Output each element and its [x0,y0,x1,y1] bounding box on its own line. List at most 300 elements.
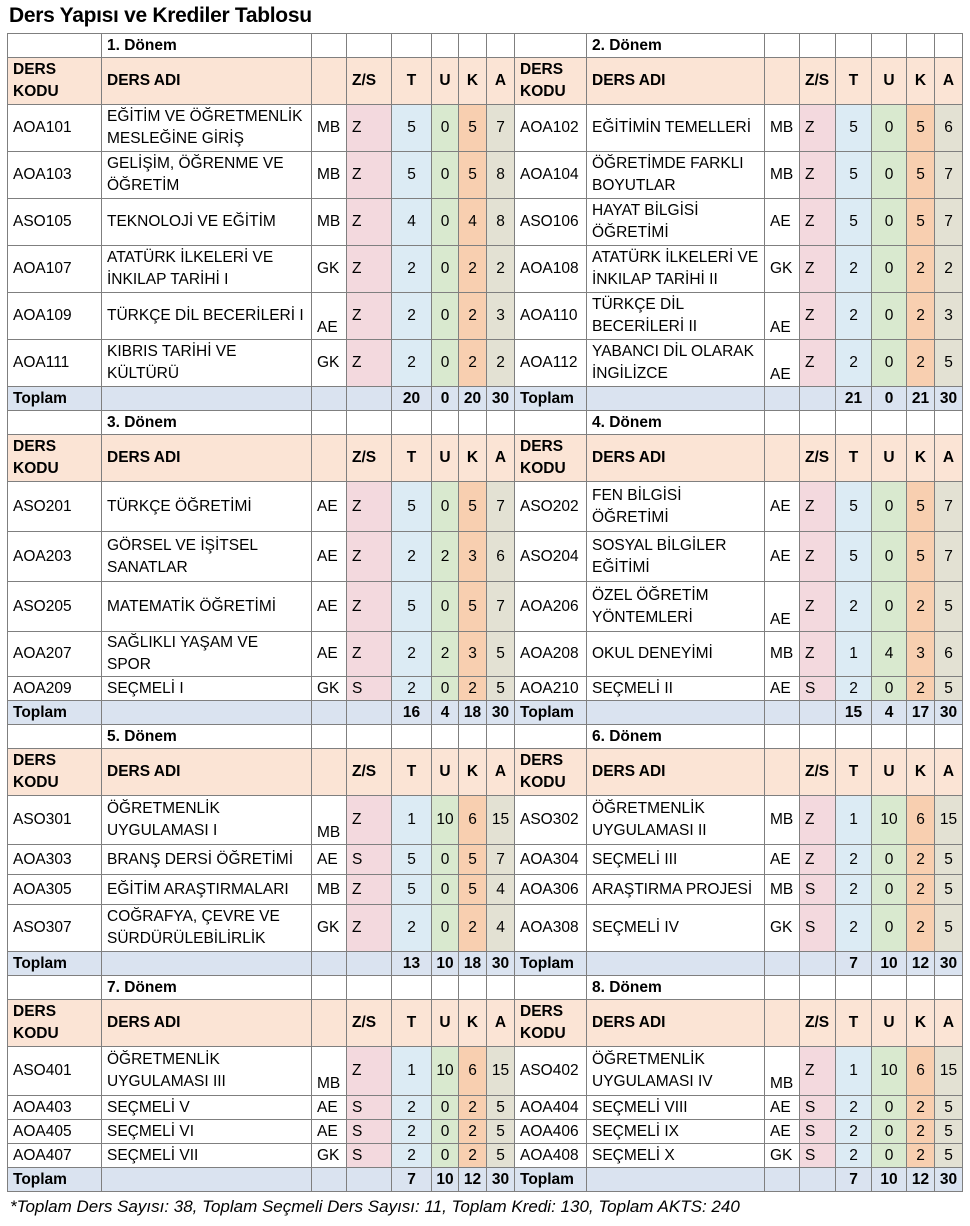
total-theory-left: 7 [392,1168,432,1192]
course-name: EĞİTİMİN TEMELLERİ [587,105,765,152]
empty-cell [487,34,515,58]
table-row [8,152,963,199]
header-ects: A [487,749,515,796]
empty-cell [800,701,836,725]
course-theory-hours: 2 [392,246,432,293]
header-credit: K [907,58,935,105]
total-row [8,387,963,411]
course-type: AE [312,582,347,632]
course-required-elective: S [800,905,836,952]
course-credit: 2 [907,845,935,875]
header-practice: U [432,58,459,105]
course-theory-hours: 5 [392,482,432,532]
course-code: ASO106 [515,199,587,246]
empty-cell [800,976,836,1000]
table-row [8,1096,963,1120]
course-required-elective: Z [347,105,392,152]
header-row [8,749,963,796]
course-credit: 5 [459,152,487,199]
header-required-elective: Z/S [800,58,836,105]
empty-cell [765,976,800,1000]
course-ects: 15 [487,1047,515,1096]
course-code: AOA210 [515,677,587,701]
empty-cell [432,725,459,749]
header-required-elective: Z/S [347,58,392,105]
course-theory-hours: 2 [836,1096,872,1120]
course-theory-hours: 2 [836,1144,872,1168]
course-name: HAYAT BİLGİSİ ÖĞRETİMİ [587,199,765,246]
header-course-name: DERS ADI [587,749,765,796]
course-name: ÖĞRETMENLİK UYGULAMASI II [587,796,765,845]
empty-cell [459,34,487,58]
header-practice: U [872,435,907,482]
course-code: AOA203 [8,532,102,582]
course-name: SEÇMELİ III [587,845,765,875]
course-name: SEÇMELİ V [102,1096,312,1120]
header-course-code: DERS KODU [515,435,587,482]
course-practice-hours: 0 [872,875,907,905]
course-name: SEÇMELİ IX [587,1120,765,1144]
course-ects: 3 [487,293,515,340]
course-credit: 2 [459,340,487,387]
course-type: GK [312,1144,347,1168]
course-required-elective: Z [800,293,836,340]
course-code: AOA102 [515,105,587,152]
course-ects: 8 [487,199,515,246]
table-row [8,632,963,677]
header-course-name: DERS ADI [102,435,312,482]
course-type: MB [312,875,347,905]
course-required-elective: S [800,677,836,701]
total-credit-right: 21 [907,387,935,411]
course-type: AE [765,199,800,246]
total-label-left: Toplam [8,952,102,976]
course-required-elective: Z [800,796,836,845]
course-name: SEÇMELİ VIII [587,1096,765,1120]
course-practice-hours: 0 [872,677,907,701]
empty-cell [907,725,935,749]
header-practice: U [432,1000,459,1047]
page-title: Ders Yapısı ve Krediler Tablosu [9,4,312,27]
course-practice-hours: 0 [432,582,459,632]
course-theory-hours: 5 [392,845,432,875]
course-practice-hours: 0 [432,1144,459,1168]
course-type: GK [312,905,347,952]
course-required-elective: Z [800,246,836,293]
empty-cell [800,411,836,435]
course-practice-hours: 10 [872,796,907,845]
term-label-right: 2. Dönem [587,34,765,58]
empty-cell [432,976,459,1000]
course-credit: 5 [907,482,935,532]
header-required-elective: Z/S [347,1000,392,1047]
empty-cell [432,411,459,435]
total-label-right: Toplam [515,701,587,725]
course-code: ASO204 [515,532,587,582]
course-name: ÖZEL ÖĞRETİM YÖNTEMLERİ [587,582,765,632]
table-row [8,845,963,875]
course-theory-hours: 2 [392,632,432,677]
empty-cell [312,976,347,1000]
table-row [8,105,963,152]
empty-cell [347,976,392,1000]
course-name: EĞİTİM ARAŞTIRMALARI [102,875,312,905]
empty-cell [459,725,487,749]
course-theory-hours: 5 [836,482,872,532]
course-type: GK [312,246,347,293]
course-theory-hours: 2 [392,905,432,952]
empty-cell [347,725,392,749]
course-credit: 2 [459,293,487,340]
table-row [8,340,963,387]
course-credit: 5 [459,875,487,905]
course-type: GK [312,677,347,701]
course-ects: 4 [487,905,515,952]
course-code: AOA209 [8,677,102,701]
course-type: MB [312,105,347,152]
header-ects: A [935,1000,963,1047]
header-type [765,58,800,105]
course-code: AOA208 [515,632,587,677]
course-theory-hours: 2 [392,532,432,582]
empty-cell [935,411,963,435]
course-theory-hours: 2 [392,1096,432,1120]
course-name: COĞRAFYA, ÇEVRE VE SÜRDÜRÜLEBİLİRLİK [102,905,312,952]
header-theory: T [392,749,432,796]
empty-cell [765,411,800,435]
header-ects: A [935,435,963,482]
empty-cell [347,1168,392,1192]
course-credit: 2 [907,582,935,632]
course-required-elective: Z [347,532,392,582]
empty-cell [872,411,907,435]
course-name: TÜRKÇE DİL BECERİLERİ II [587,293,765,340]
course-credit: 2 [907,1144,935,1168]
empty-cell [765,701,800,725]
total-ects-right: 30 [935,387,963,411]
course-credit: 2 [459,677,487,701]
course-ects: 5 [935,677,963,701]
header-course-code: DERS KODU [8,58,102,105]
course-practice-hours: 0 [432,246,459,293]
header-practice: U [432,749,459,796]
header-type [765,1000,800,1047]
total-credit-left: 18 [459,701,487,725]
header-required-elective: Z/S [347,435,392,482]
empty-cell [935,976,963,1000]
header-ects: A [487,1000,515,1047]
total-credit-left: 20 [459,387,487,411]
course-type: AE [765,482,800,532]
course-ects: 5 [487,1144,515,1168]
header-course-name: DERS ADI [587,58,765,105]
course-code: AOA107 [8,246,102,293]
total-practice-left: 10 [432,952,459,976]
total-credit-right: 17 [907,701,935,725]
course-code: AOA404 [515,1096,587,1120]
empty-cell [459,411,487,435]
total-label-left: Toplam [8,701,102,725]
course-code: ASO202 [515,482,587,532]
course-credit: 5 [907,152,935,199]
course-practice-hours: 0 [872,105,907,152]
empty-cell [765,1168,800,1192]
course-code: AOA308 [515,905,587,952]
empty-cell [347,411,392,435]
course-practice-hours: 0 [872,199,907,246]
course-credit: 5 [459,482,487,532]
course-name: SEÇMELİ II [587,677,765,701]
empty-cell [587,952,765,976]
course-credit: 5 [459,582,487,632]
course-credit: 2 [459,1120,487,1144]
header-credit: K [459,58,487,105]
course-name: SEÇMELİ VII [102,1144,312,1168]
course-required-elective: Z [800,105,836,152]
course-credits-table [7,33,963,1192]
course-theory-hours: 2 [392,340,432,387]
empty-cell [800,387,836,411]
empty-cell [765,725,800,749]
course-name: ÖĞRETMENLİK UYGULAMASI I [102,796,312,845]
term-row [8,725,963,749]
course-practice-hours: 2 [432,632,459,677]
course-code: AOA101 [8,105,102,152]
course-practice-hours: 10 [432,1047,459,1096]
total-ects-left: 30 [487,701,515,725]
total-ects-left: 30 [487,387,515,411]
course-required-elective: Z [347,293,392,340]
course-credit: 6 [907,796,935,845]
course-required-elective: S [347,845,392,875]
course-practice-hours: 0 [432,152,459,199]
total-practice-left: 4 [432,701,459,725]
course-required-elective: Z [347,796,392,845]
course-required-elective: Z [800,532,836,582]
course-ects: 5 [935,905,963,952]
course-theory-hours: 1 [836,632,872,677]
course-theory-hours: 5 [836,532,872,582]
empty-cell [8,411,102,435]
table-row [8,1047,963,1096]
term-label-right: 6. Dönem [587,725,765,749]
course-practice-hours: 0 [872,1120,907,1144]
empty-cell [765,34,800,58]
table-row [8,293,963,340]
course-required-elective: Z [800,632,836,677]
course-name: GÖRSEL VE İŞİTSEL SANATLAR [102,532,312,582]
header-course-code: DERS KODU [8,749,102,796]
empty-cell [587,1168,765,1192]
header-course-code: DERS KODU [515,1000,587,1047]
course-code: ASO307 [8,905,102,952]
course-code: AOA407 [8,1144,102,1168]
course-required-elective: Z [800,582,836,632]
course-type: MB [765,105,800,152]
course-code: AOA305 [8,875,102,905]
course-name: ÖĞRETİMDE FARKLI BOYUTLAR [587,152,765,199]
course-ects: 5 [487,677,515,701]
course-type: AE [312,845,347,875]
table-row [8,246,963,293]
course-ects: 5 [487,632,515,677]
table-row [8,796,963,845]
course-name: FEN BİLGİSİ ÖĞRETİMİ [587,482,765,532]
empty-cell [935,725,963,749]
course-required-elective: Z [347,875,392,905]
total-theory-right: 21 [836,387,872,411]
course-type: AE [765,340,800,387]
course-theory-hours: 2 [392,1120,432,1144]
empty-cell [347,34,392,58]
total-practice-left: 0 [432,387,459,411]
course-ects: 2 [935,246,963,293]
total-label-left: Toplam [8,1168,102,1192]
course-credit: 5 [907,532,935,582]
course-practice-hours: 10 [872,1047,907,1096]
total-ects-left: 30 [487,952,515,976]
course-practice-hours: 0 [432,875,459,905]
header-required-elective: Z/S [800,1000,836,1047]
empty-cell [587,387,765,411]
course-name: SEÇMELİ VI [102,1120,312,1144]
course-required-elective: Z [347,1047,392,1096]
course-practice-hours: 0 [872,1144,907,1168]
course-code: AOA109 [8,293,102,340]
course-code: ASO402 [515,1047,587,1096]
total-label-left: Toplam [8,387,102,411]
header-practice: U [432,435,459,482]
total-row [8,701,963,725]
course-required-elective: S [800,1120,836,1144]
header-theory: T [836,58,872,105]
course-theory-hours: 2 [392,293,432,340]
course-credit: 2 [907,293,935,340]
course-theory-hours: 5 [836,105,872,152]
term-label-right: 8. Dönem [587,976,765,1000]
course-ects: 7 [935,482,963,532]
course-credit: 2 [459,246,487,293]
course-ects: 7 [935,532,963,582]
course-ects: 7 [487,482,515,532]
course-theory-hours: 2 [836,340,872,387]
course-ects: 6 [935,632,963,677]
course-credit: 6 [459,1047,487,1096]
course-type: MB [312,796,347,845]
course-required-elective: S [347,1144,392,1168]
empty-cell [347,952,392,976]
course-required-elective: Z [800,845,836,875]
course-required-elective: Z [347,340,392,387]
header-row [8,58,963,105]
empty-cell [765,952,800,976]
term-row [8,34,963,58]
course-name: EĞİTİM VE ÖĞRETMENLİK MESLEĞİNE GİRİŞ [102,105,312,152]
term-row [8,976,963,1000]
header-ects: A [935,749,963,796]
empty-cell [102,387,312,411]
total-practice-right: 10 [872,1168,907,1192]
course-code: AOA104 [515,152,587,199]
empty-cell [312,725,347,749]
course-theory-hours: 2 [836,905,872,952]
total-theory-right: 7 [836,952,872,976]
course-code: AOA112 [515,340,587,387]
course-ects: 5 [935,875,963,905]
empty-cell [312,34,347,58]
course-name: ATATÜRK İLKELERİ VE İNKILAP TARİHİ II [587,246,765,293]
header-theory: T [392,1000,432,1047]
header-ects: A [487,435,515,482]
table-row [8,677,963,701]
course-theory-hours: 2 [392,677,432,701]
course-theory-hours: 5 [836,199,872,246]
course-code: AOA303 [8,845,102,875]
course-type: MB [765,632,800,677]
course-credit: 2 [907,677,935,701]
course-ects: 6 [935,105,963,152]
total-theory-left: 13 [392,952,432,976]
course-credit: 2 [907,1120,935,1144]
empty-cell [312,701,347,725]
course-credit: 6 [459,796,487,845]
course-required-elective: Z [800,482,836,532]
course-required-elective: Z [347,632,392,677]
course-credit: 3 [459,532,487,582]
course-practice-hours: 0 [432,105,459,152]
table-row [8,905,963,952]
course-code: AOA108 [515,246,587,293]
course-name: ATATÜRK İLKELERİ VE İNKILAP TARİHİ I [102,246,312,293]
course-code: ASO205 [8,582,102,632]
header-theory: T [836,749,872,796]
header-course-name: DERS ADI [102,1000,312,1047]
course-type: AE [765,1120,800,1144]
course-name: SAĞLIKLI YAŞAM VE SPOR [102,632,312,677]
course-ects: 3 [935,293,963,340]
total-row [8,1168,963,1192]
term-label-left: 1. Dönem [102,34,312,58]
course-credit: 4 [459,199,487,246]
empty-cell [392,34,432,58]
table-body [8,34,963,1192]
course-code: AOA304 [515,845,587,875]
course-ects: 7 [487,582,515,632]
course-credit: 5 [459,845,487,875]
header-theory: T [392,435,432,482]
course-theory-hours: 1 [836,796,872,845]
course-theory-hours: 5 [392,152,432,199]
course-type: GK [765,1144,800,1168]
empty-cell [102,1168,312,1192]
course-type: AE [312,482,347,532]
header-theory: T [392,58,432,105]
course-ects: 8 [487,152,515,199]
course-name: SEÇMELİ X [587,1144,765,1168]
course-name: OKUL DENEYİMİ [587,632,765,677]
course-name: MATEMATİK ÖĞRETİMİ [102,582,312,632]
term-label-right: 4. Dönem [587,411,765,435]
course-type: MB [312,152,347,199]
header-practice: U [872,1000,907,1047]
total-label-right: Toplam [515,952,587,976]
course-code: ASO302 [515,796,587,845]
empty-cell [907,34,935,58]
course-name: BRANŞ DERSİ ÖĞRETİMİ [102,845,312,875]
course-credit: 3 [907,632,935,677]
term-label-left: 5. Dönem [102,725,312,749]
course-type: AE [312,632,347,677]
